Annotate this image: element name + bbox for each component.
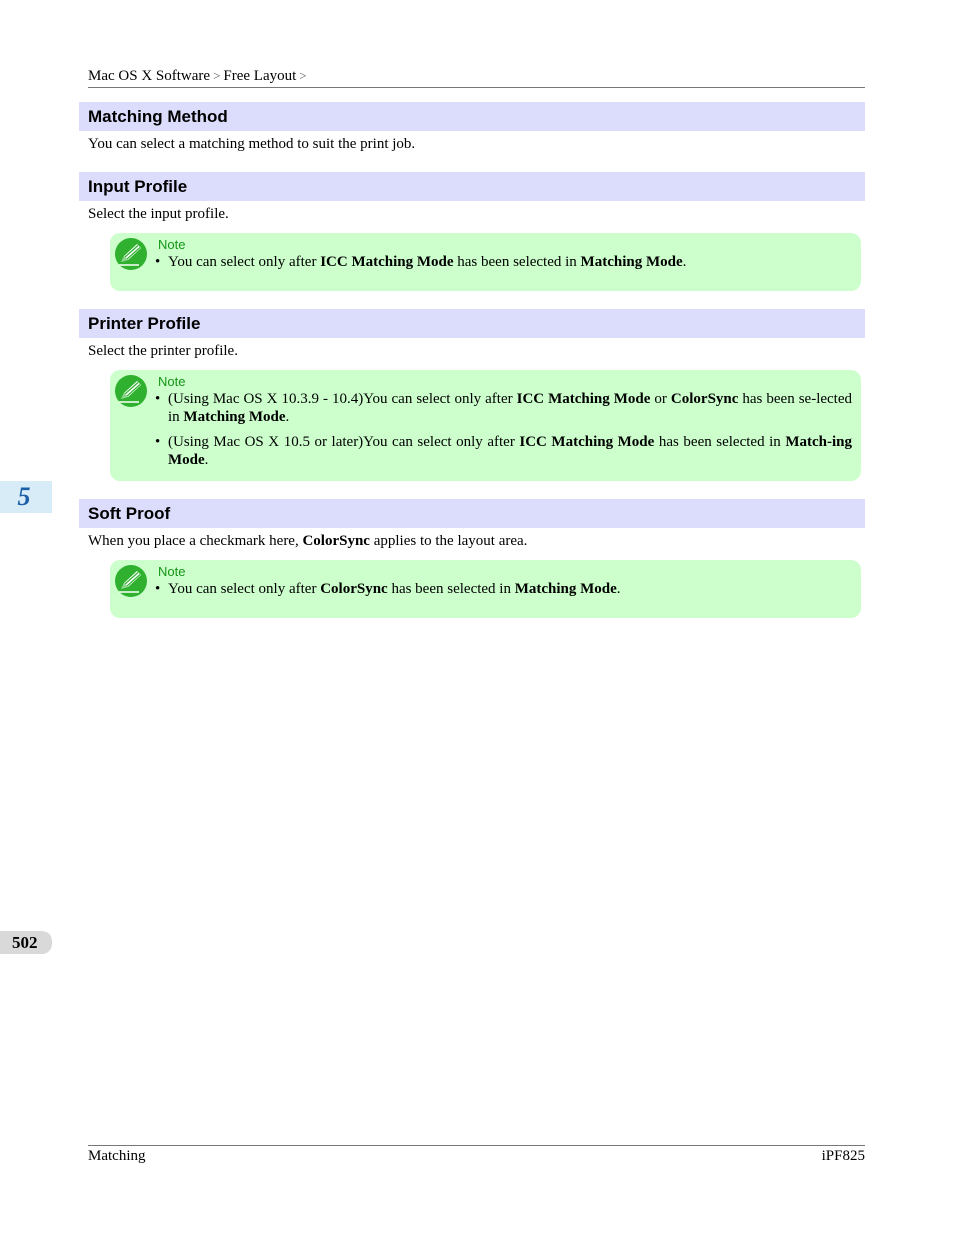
header-rule xyxy=(88,87,865,88)
ui-term: Matching Mode xyxy=(514,581,617,597)
section-body: Select the printer profile. xyxy=(88,343,238,359)
section-heading: Matching Method xyxy=(79,102,865,131)
section-body: Select the input profile. xyxy=(88,206,229,222)
section-body: You can select a matching method to suit the print job. xyxy=(88,136,416,152)
footer-chapter-title: Matching xyxy=(88,1148,146,1164)
breadcrumb-separator: > xyxy=(213,68,221,83)
note-item: • (Using Mac OS X 10.5 or later)You can select only after ICC Matching Mode has been selected in Match-ing Mode. xyxy=(155,433,852,469)
chapter-tab[interactable]: 5 xyxy=(0,481,52,513)
note-item: • You can select only after ICC Matching Mode has been selected in Matching Mode. xyxy=(155,253,852,271)
note-list xyxy=(155,253,852,278)
note-label: Note xyxy=(158,564,186,579)
breadcrumb xyxy=(88,66,310,86)
ui-term: ColorSync xyxy=(670,391,739,407)
pencil-note-icon xyxy=(115,565,147,597)
section-heading: Soft Proof xyxy=(79,499,865,528)
ui-term: ICC Matching Mode xyxy=(516,391,651,407)
section-heading: Input Profile xyxy=(79,172,865,201)
breadcrumb-item[interactable]: Free Layout xyxy=(223,68,297,84)
ui-term: Matching Mode xyxy=(580,254,683,270)
footer-rule xyxy=(88,1145,865,1146)
breadcrumb-separator: > xyxy=(299,68,307,83)
note-box xyxy=(110,560,861,618)
page-number: 502 xyxy=(0,931,52,954)
ui-term: Matching Mode xyxy=(183,409,286,425)
note-label: Note xyxy=(158,237,186,252)
note-box xyxy=(110,233,861,291)
footer-model: iPF825 xyxy=(821,1148,865,1164)
ui-term: ColorSync xyxy=(320,581,388,597)
pencil-note-icon xyxy=(115,238,147,270)
note-item: • (Using Mac OS X 10.3.9 - 10.4)You can select only after ICC Matching Mode or ColorSync has been se-lected in Matching Mode. xyxy=(155,390,852,426)
note-item: • You can select only after ColorSync has been selected in Matching Mode. xyxy=(155,580,852,598)
note-list xyxy=(155,580,852,605)
breadcrumb-item[interactable]: Mac OS X Software xyxy=(88,68,211,84)
ui-term: ColorSync xyxy=(302,533,370,549)
note-box xyxy=(110,370,861,481)
note-list xyxy=(155,390,852,476)
ui-term: ICC Matching Mode xyxy=(320,254,454,270)
ui-term: ICC Matching Mode xyxy=(519,434,655,450)
note-label: Note xyxy=(158,374,186,389)
section-body: When you place a checkmark here, ColorSync applies to the layout area. xyxy=(88,533,528,549)
section-heading: Printer Profile xyxy=(79,309,865,338)
ui-term: Match-ing Mode xyxy=(168,434,853,468)
pencil-note-icon xyxy=(115,375,147,407)
